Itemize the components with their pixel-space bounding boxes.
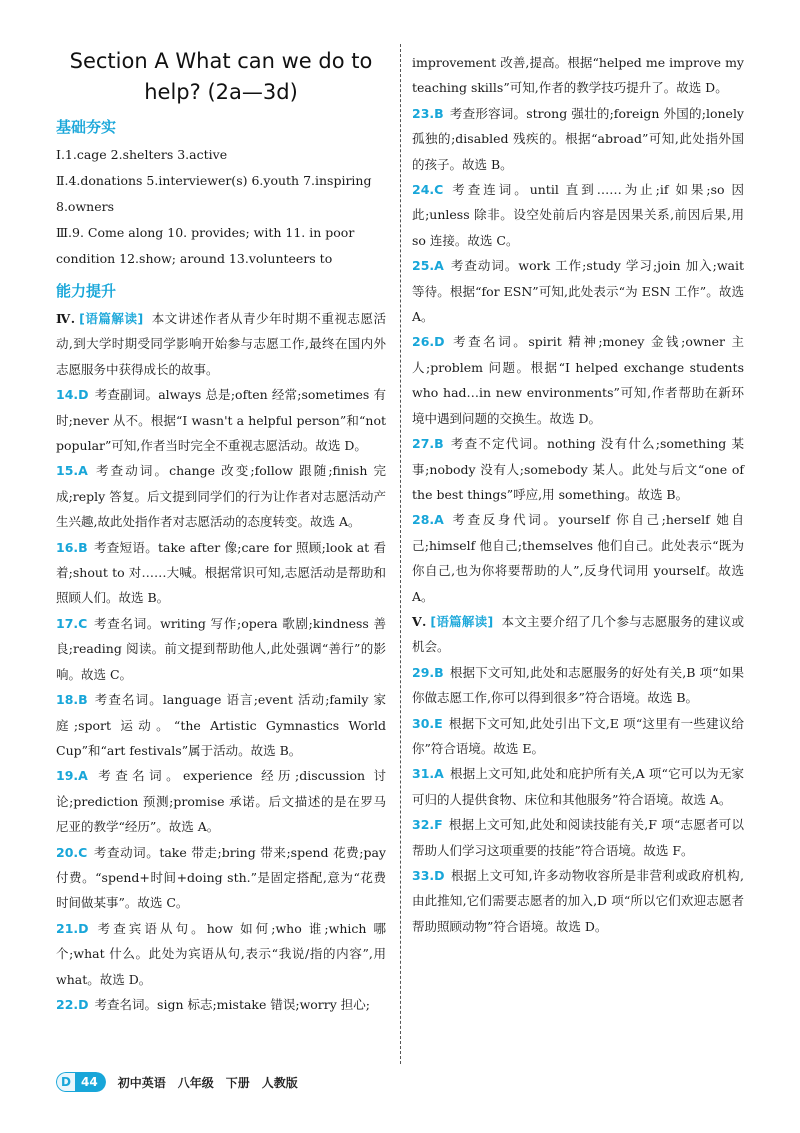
- answer-item: [412, 812, 744, 863]
- passage-tag-v: [语篇解读]: [430, 613, 494, 629]
- answer-row-2: Ⅱ.4.donations 5.interviewer(s) 6.youth 7.inspiring: [56, 173, 372, 188]
- answer-row-4: Ⅲ.9. Come along 10. provides; with 11. in poor: [56, 225, 355, 240]
- explanation-text: 根据下文可知,此处引出下文,E 项“这里有一些建议给你”符合语境。故选 E。: [412, 715, 744, 756]
- explanation-text: 考查动词。change 改变;follow 跟随;finish 完成;reply 答复。后文提到同学们的行为让作者对志愿活动产生兴趣,故此处指作者对志愿活动的态度转变。故选 A。: [56, 463, 386, 530]
- question-number: 23.B: [412, 105, 444, 121]
- passage-text-v: 本文主要介绍了几个参与志愿服务的建议或机会。: [412, 613, 744, 655]
- explanation-text: 考查副词。always 总是;often 经常;sometimes 有时;never 从不。根据“I wasn't a helpful person”和“not popular”可知,作者当时完全不重视志愿活动。故选 D。: [56, 387, 386, 454]
- page-badge: [56, 1072, 106, 1092]
- explanation-text: 考查不定代词。nothing 没有什么;something 某事;nobody 没有人;somebody 某人。此处与后文“one of the best things”呼应,用 something。故选 B。: [412, 436, 744, 502]
- explanation-text: 考查短语。take after 像;care for 照顾;look at 看着;shout to 对……大喊。根据常识可知,志愿活动是帮助和照顾人们。故选 B。: [56, 539, 386, 606]
- footer-grade: 八年级: [177, 1075, 214, 1090]
- answer-item: [56, 535, 386, 611]
- question-number: 20.C: [56, 844, 88, 860]
- question-number: 18.B: [56, 692, 88, 708]
- left-column: [56, 46, 386, 1017]
- question-number: 28.A: [412, 512, 444, 528]
- title-line-1: Section A What can we do to: [69, 49, 373, 73]
- page-number: 44: [76, 1072, 106, 1092]
- answer-item: [412, 660, 744, 711]
- question-number: 16.B: [56, 539, 88, 555]
- left-answer-list: [56, 382, 386, 1017]
- explanation-text: 考查名词。writing 写作;opera 歌剧;kindness 善良;reading 阅读。前文提到帮助他人,此处强调“善行”的影响。故选 C。: [56, 615, 386, 682]
- basic-heading: 基础夯实: [56, 118, 117, 136]
- answer-item: [412, 329, 744, 431]
- answer-item: [412, 863, 744, 939]
- question-number: 25.A: [412, 258, 444, 274]
- roman-iv-label: Ⅳ.: [56, 311, 76, 326]
- explanation-text: 考查连词。until 直到……为止;if 如果;so 因此;unless 除非。设空处前后内容是因果关系,前因后果,用 so 连接。故选 C。: [412, 182, 744, 248]
- question-number: 19.A: [56, 768, 88, 784]
- badge-letter: D: [56, 1072, 76, 1092]
- right-answer-list-2: [412, 660, 744, 939]
- footer-subject: 初中英语: [117, 1075, 166, 1090]
- answer-item: [412, 101, 744, 177]
- title-line-2: help? (2a—3d): [144, 80, 298, 104]
- page-title: [56, 46, 386, 108]
- answer-row-5: condition 12.show; around 13.volunteers to: [56, 251, 333, 266]
- answer-item: [56, 840, 386, 916]
- explanation-text: improvement 改善,提高。根据“helped me improve my teaching skills”可知,作者的教学技巧提升了。故选 D。: [412, 55, 744, 96]
- footer-edition: 人教版: [261, 1075, 298, 1090]
- explanation-text: 根据上文可知,此处和阅读技能有关,F 项“志愿者可以帮助人们学习这项重要的技能”符合语境。故选 F。: [412, 817, 744, 858]
- explanation-text: 考查名词。sign 标志;mistake 错误;worry 担心;: [94, 996, 371, 1012]
- question-number: 27.B: [412, 436, 444, 452]
- passage-intro-iv: [56, 306, 386, 382]
- answer-item: [56, 992, 386, 1017]
- answer-item: [56, 611, 386, 687]
- explanation-text: 考查名词。language 语言;event 活动;family 家庭;sport 运动。“the Artistic Gymnastics World Cup”和“art festivals”属于活动。故选 B。: [56, 692, 386, 758]
- passage-tag-iv: [语篇解读]: [79, 311, 144, 326]
- explanation-text: 考查形容词。strong 强壮的;foreign 外国的;lonely 孤独的;disabled 残疾的。根据“abroad”可知,此处指外国的孩子。故选 B。: [412, 105, 744, 172]
- question-number: 24.C: [412, 182, 444, 198]
- answer-row-3: 8.owners: [56, 199, 114, 214]
- question-number: 33.D: [412, 868, 445, 883]
- question-number: 22.D: [56, 996, 89, 1012]
- explanation-text: 根据上文可知,此处和庇护所有关,A 项“它可以为无家可归的人提供食物、床位和其他服务”符合语境。故选 A。: [412, 766, 744, 807]
- footer-volume: 下册: [225, 1075, 250, 1090]
- explanation-text: 根据下文可知,此处和志愿服务的好处有关,B 项“如果你做志愿工作,你可以得到很多”符合语境。故选 B。: [412, 664, 744, 706]
- answer-item: [412, 253, 744, 329]
- explanation-text: 考查名词。spirit 精神;money 金钱;owner 主人;problem 问题。根据“I helped exchange students who had…in new environments”可知,作者帮助在新环境中遇到问题的交换生。故选 D。: [412, 334, 744, 426]
- passage-text-iv: 本文讲述作者从青少年时期不重视志愿活动,到大学时期受同学影响开始参与志愿工作,最终在国内外志愿服务中获得成长的故事。: [56, 311, 386, 377]
- answer-item: [412, 177, 744, 253]
- question-number: 15.A: [56, 463, 88, 479]
- question-number: 14.D: [56, 387, 89, 403]
- right-answer-list: [412, 50, 744, 609]
- question-number: 29.B: [412, 664, 444, 680]
- answer-item: [412, 50, 744, 101]
- answer-item: [412, 711, 744, 762]
- answer-row-1: Ⅰ.1.cage 2.shelters 3.active: [56, 147, 228, 162]
- answer-item: [412, 761, 744, 812]
- page-footer: [56, 1072, 298, 1092]
- column-divider: [400, 44, 401, 1064]
- passage-intro-v: [412, 609, 744, 660]
- question-number: 17.C: [56, 615, 88, 631]
- explanation-text: 根据上文可知,许多动物收容所是非营利或政府机构,由此推知,它们需要志愿者的加入,D 项“所以它们欢迎志愿者帮助照顾动物”符合语境。故选 D。: [412, 868, 744, 934]
- explanation-text: 考查动词。take 带走;bring 带来;spend 花费;pay 付费。“spend+时间+doing sth.”是固定搭配,意为“花费时间做某事”。故选 C。: [56, 844, 386, 911]
- answer-item: [412, 507, 744, 609]
- roman-v-label: Ⅴ.: [412, 613, 427, 629]
- explanation-text: 考查反身代词。yourself 你自己;herself 她自己;himself 他自己;themselves 他们自己。此处表示“既为你自己,也为你将要帮助的人”,反身代词用 yourself。故选 A。: [412, 512, 744, 604]
- explanation-text: 考查宾语从句。how 如何;who 谁;which 哪个;what 什么。此处为宾语从句,表示“我说/指的内容”,用 what。故选 D。: [56, 920, 386, 987]
- question-number: 30.E: [412, 715, 443, 731]
- explanation-text: 考查名词。experience 经历;discussion 讨论;prediction 预测;promise 承诺。后文描述的是在罗马尼亚的教学“经历”。故选 A。: [56, 768, 386, 835]
- question-number: 26.D: [412, 334, 445, 350]
- answer-item: [56, 687, 386, 763]
- answer-item: [56, 382, 386, 458]
- answer-item: [56, 916, 386, 992]
- right-column: [412, 50, 744, 939]
- answer-item: [56, 763, 386, 839]
- advanced-heading: 能力提升: [56, 282, 117, 300]
- answer-item: [56, 458, 386, 534]
- explanation-text: 考查动词。work 工作;study 学习;join 加入;wait 等待。根据“for ESN”可知,此处表示“为 ESN 工作”。故选 A。: [412, 258, 744, 325]
- question-number: 31.A: [412, 766, 444, 782]
- question-number: 32.F: [412, 817, 443, 833]
- answer-item: [412, 431, 744, 507]
- question-number: 21.D: [56, 920, 89, 936]
